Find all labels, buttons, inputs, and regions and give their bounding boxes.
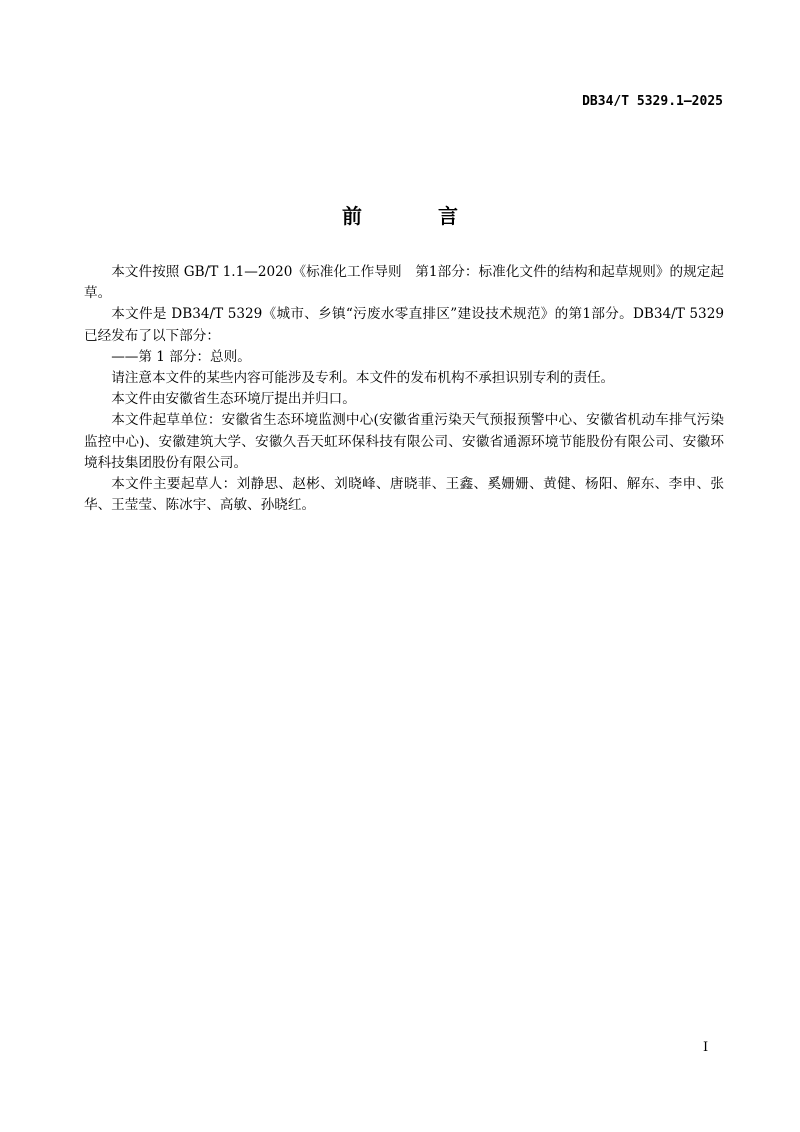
paragraph-proposer: 本文件由安徽省生态环境厅提出并归口。 <box>111 391 356 408</box>
foreword-body <box>84 262 724 516</box>
page-number: I <box>703 1040 709 1055</box>
paragraph-document-part: 本文件是 DB34/T 5329《城市、乡镇“污废水零直排区”建设技术规范》的第1部分。DB34/T 5329已经发布了以下部分： <box>84 306 724 344</box>
standard-code: DB34/T 5329.1—2025 <box>582 94 723 109</box>
paragraph-part-list: ——第 1 部分：总则。 <box>111 348 251 365</box>
page-title: 前 言 <box>342 204 486 228</box>
paragraph-drafting-rules: 本文件按照 GB/T 1.1—2020《标准化工作导则 第1部分：标准化文件的结构和起草规则》的规定起草。 <box>84 264 724 302</box>
paragraph-patent-notice: 请注意本文件的某些内容可能涉及专利。本文件的发布机构不承担识别专利的责任。 <box>111 370 615 387</box>
paragraph-drafting-units: 本文件起草单位：安徽省生态环境监测中心(安徽省重污染天气预报预警中心、安徽省机动车排气污染监控中心)、安徽建筑大学、安徽久吾天虹环保科技有限公司、安徽省通源环境节能股份有限公司、安徽环境科技集团股份有限公司。 <box>84 412 724 471</box>
paragraph-drafters: 本文件主要起草人：刘静思、赵彬、刘晓峰、唐晓菲、王鑫、奚姗姗、黄健、杨阳、解东、李申、张华、王莹莹、陈冰宇、高敏、孙晓红。 <box>84 476 724 514</box>
